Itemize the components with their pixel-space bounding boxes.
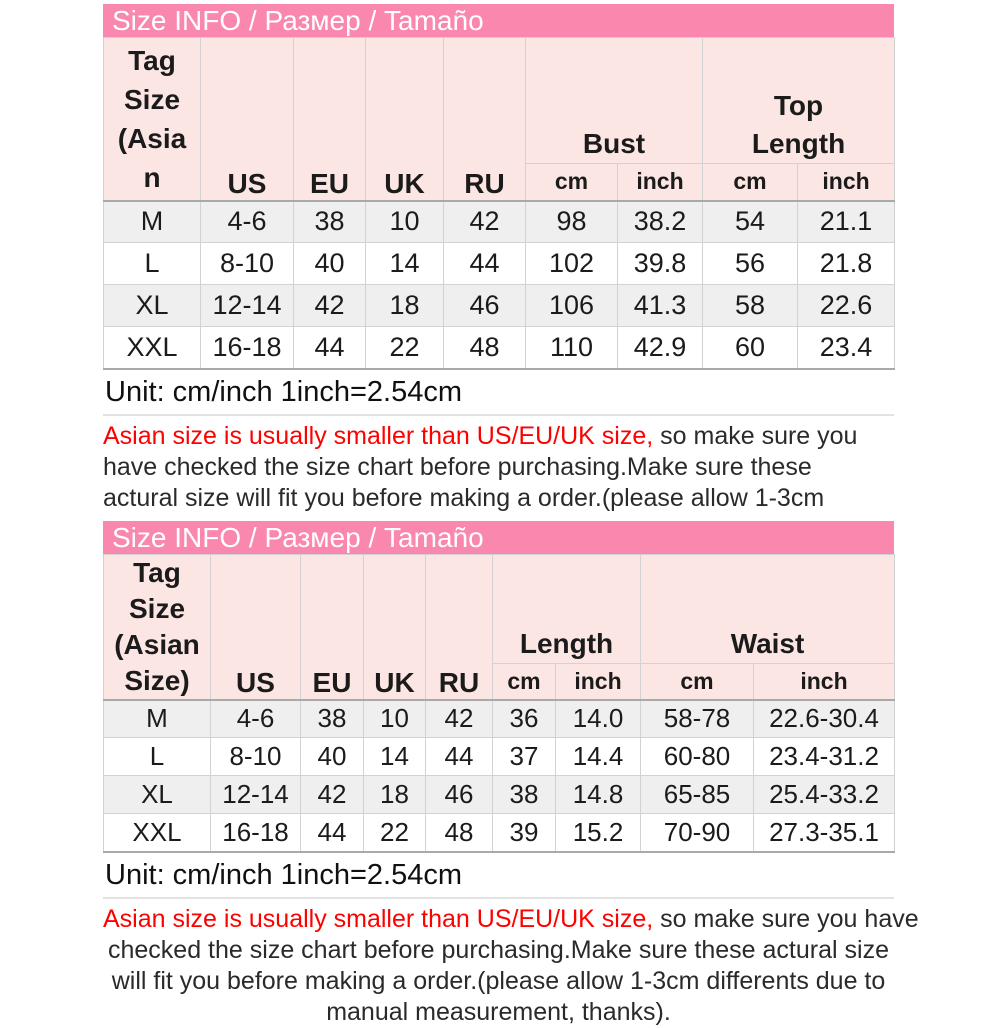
table-row bbox=[104, 700, 895, 738]
table-cell: 54 bbox=[703, 201, 798, 243]
size-info-section-top bbox=[103, 4, 894, 514]
table-cell: 58 bbox=[703, 285, 798, 327]
note-red-text: Asian size is usually smaller than US/EU/UK size, bbox=[103, 421, 654, 450]
subheader-cm: cm bbox=[526, 164, 618, 201]
group-header-length bbox=[493, 554, 641, 664]
size-table-bottom bbox=[103, 554, 895, 853]
size-chart-page bbox=[103, 4, 919, 1028]
note-black-text: manual measurement, thanks). bbox=[326, 997, 671, 1026]
note-black-text: checked the size chart before purchasing.Make sure these actural size bbox=[108, 935, 889, 964]
section-title-bar: Size INFO / Размер / Tamaño bbox=[103, 521, 894, 554]
table-cell: 14 bbox=[364, 738, 426, 776]
row-label: L bbox=[104, 243, 201, 285]
corner-line: Size bbox=[123, 83, 181, 115]
row-label: XXL bbox=[104, 814, 211, 852]
table-row bbox=[104, 776, 895, 814]
col-header-us: US bbox=[211, 554, 301, 700]
row-label: M bbox=[104, 700, 211, 738]
table-cell: 18 bbox=[366, 285, 444, 327]
unit-note: Unit: cm/inch 1inch=2.54cm bbox=[103, 854, 894, 899]
table-cell: 60 bbox=[703, 327, 798, 369]
note-line bbox=[103, 904, 919, 935]
table-cell: 4-6 bbox=[211, 700, 301, 738]
corner-line: Size bbox=[128, 592, 186, 624]
table-cell: 42 bbox=[444, 201, 526, 243]
size-info-section-bottom bbox=[103, 521, 919, 1028]
note-line bbox=[103, 966, 894, 997]
table-cell: 44 bbox=[301, 814, 364, 852]
table-cell: 23.4-31.2 bbox=[754, 738, 895, 776]
table-cell: 14.8 bbox=[556, 776, 641, 814]
unit-note: Unit: cm/inch 1inch=2.54cm bbox=[103, 371, 894, 416]
table-cell: 42.9 bbox=[618, 327, 703, 369]
corner-line: Tag bbox=[128, 44, 176, 76]
table-cell: 44 bbox=[426, 738, 493, 776]
table-cell: 22.6-30.4 bbox=[754, 700, 895, 738]
table-cell: 14.4 bbox=[556, 738, 641, 776]
note-line bbox=[103, 421, 894, 452]
note-line bbox=[103, 452, 894, 483]
corner-line: Size) bbox=[124, 664, 190, 696]
group-header-waist bbox=[641, 554, 895, 664]
table-cell: 14.0 bbox=[556, 700, 641, 738]
table-cell: 23.4 bbox=[798, 327, 895, 369]
table-cell: 10 bbox=[364, 700, 426, 738]
subheader-cm: cm bbox=[493, 664, 556, 700]
table-cell: 22.6 bbox=[798, 285, 895, 327]
note-line bbox=[103, 483, 894, 514]
table-cell: 14 bbox=[366, 243, 444, 285]
table-cell: 16-18 bbox=[211, 814, 301, 852]
col-header-uk: UK bbox=[366, 38, 444, 201]
note-black-text: will fit you before making a order.(please allow 1-3cm differents due to bbox=[111, 966, 886, 995]
table-cell: 70-90 bbox=[641, 814, 754, 852]
col-header-ru: RU bbox=[444, 38, 526, 201]
table-cell: 21.8 bbox=[798, 243, 895, 285]
note-line bbox=[103, 997, 894, 1028]
col-header-uk: UK bbox=[364, 554, 426, 700]
table-cell: 39 bbox=[493, 814, 556, 852]
subheader-inch: inch bbox=[754, 664, 895, 700]
note-black-text: have checked the size chart before purchasing.Make sure these bbox=[103, 452, 812, 481]
table-cell: 102 bbox=[526, 243, 618, 285]
table-cell: 46 bbox=[444, 285, 526, 327]
corner-line: Tag bbox=[133, 556, 181, 588]
row-label: XL bbox=[104, 285, 201, 327]
table-cell: 38 bbox=[294, 201, 366, 243]
table-cell: 110 bbox=[526, 327, 618, 369]
table-cell: 56 bbox=[703, 243, 798, 285]
table-cell: 38.2 bbox=[618, 201, 703, 243]
table-cell: 27.3-35.1 bbox=[754, 814, 895, 852]
table-row bbox=[104, 201, 895, 243]
size-table-top bbox=[103, 37, 895, 370]
table-cell: 37 bbox=[493, 738, 556, 776]
corner-line: (Asia bbox=[117, 122, 187, 154]
subheader-inch: inch bbox=[618, 164, 703, 201]
table-cell: 21.1 bbox=[798, 201, 895, 243]
corner-line: (Asian bbox=[114, 628, 200, 660]
group-label-line: Waist bbox=[730, 628, 805, 660]
note-red-text: Asian size is usually smaller than US/EU/UK size, bbox=[103, 904, 654, 933]
group-label-line: Length bbox=[751, 128, 846, 159]
table-cell: 8-10 bbox=[201, 243, 294, 285]
table-cell: 40 bbox=[301, 738, 364, 776]
corner-header-tag-size bbox=[104, 38, 201, 201]
table-cell: 18 bbox=[364, 776, 426, 814]
table-cell: 42 bbox=[426, 700, 493, 738]
table-cell: 60-80 bbox=[641, 738, 754, 776]
col-header-ru: RU bbox=[426, 554, 493, 700]
table-cell: 40 bbox=[294, 243, 366, 285]
col-header-eu: EU bbox=[294, 38, 366, 201]
note-black-text: so make sure you have bbox=[653, 904, 919, 933]
group-header-top-length bbox=[703, 38, 895, 164]
group-label-line: Top bbox=[773, 90, 824, 121]
table-cell: 4-6 bbox=[201, 201, 294, 243]
table-cell: 44 bbox=[444, 243, 526, 285]
group-header-bust bbox=[526, 38, 703, 164]
table-cell: 22 bbox=[364, 814, 426, 852]
table-cell: 12-14 bbox=[201, 285, 294, 327]
table-cell: 15.2 bbox=[556, 814, 641, 852]
table-cell: 48 bbox=[426, 814, 493, 852]
table-cell: 42 bbox=[294, 285, 366, 327]
row-label: L bbox=[104, 738, 211, 776]
subheader-cm: cm bbox=[641, 664, 754, 700]
row-label: XXL bbox=[104, 327, 201, 369]
subheader-inch: inch bbox=[556, 664, 641, 700]
group-label-line: Length bbox=[519, 628, 614, 660]
table-cell: 8-10 bbox=[211, 738, 301, 776]
table-cell: 48 bbox=[444, 327, 526, 369]
table-cell: 98 bbox=[526, 201, 618, 243]
subheader-inch: inch bbox=[798, 164, 895, 201]
table-cell: 36 bbox=[493, 700, 556, 738]
size-note bbox=[103, 904, 919, 1028]
col-header-us: US bbox=[201, 38, 294, 201]
table-row bbox=[104, 285, 895, 327]
table-cell: 42 bbox=[301, 776, 364, 814]
subheader-cm: cm bbox=[703, 164, 798, 201]
note-line bbox=[103, 935, 894, 966]
table-cell: 12-14 bbox=[211, 776, 301, 814]
table-cell: 10 bbox=[366, 201, 444, 243]
group-label-line: Bust bbox=[582, 128, 646, 159]
note-black-text: so make sure you bbox=[653, 421, 858, 450]
table-row bbox=[104, 814, 895, 852]
table-cell: 38 bbox=[301, 700, 364, 738]
table-cell: 65-85 bbox=[641, 776, 754, 814]
table-cell: 46 bbox=[426, 776, 493, 814]
size-note bbox=[103, 421, 894, 514]
table-cell: 106 bbox=[526, 285, 618, 327]
table-cell: 16-18 bbox=[201, 327, 294, 369]
table-cell: 38 bbox=[493, 776, 556, 814]
table-cell: 25.4-33.2 bbox=[754, 776, 895, 814]
col-header-eu: EU bbox=[301, 554, 364, 700]
note-black-text: actural size will fit you before making a order.(please allow 1-3cm bbox=[103, 483, 825, 512]
table-cell: 44 bbox=[294, 327, 366, 369]
table-cell: 41.3 bbox=[618, 285, 703, 327]
table-row bbox=[104, 738, 895, 776]
table-row bbox=[104, 243, 895, 285]
table-row bbox=[104, 327, 895, 369]
corner-line: n bbox=[143, 161, 161, 193]
row-label: XL bbox=[104, 776, 211, 814]
table-cell: 22 bbox=[366, 327, 444, 369]
row-label: M bbox=[104, 201, 201, 243]
corner-header-tag-size bbox=[104, 554, 211, 700]
table-cell: 58-78 bbox=[641, 700, 754, 738]
section-title-bar: Size INFO / Размер / Tamaño bbox=[103, 4, 894, 37]
table-cell: 39.8 bbox=[618, 243, 703, 285]
